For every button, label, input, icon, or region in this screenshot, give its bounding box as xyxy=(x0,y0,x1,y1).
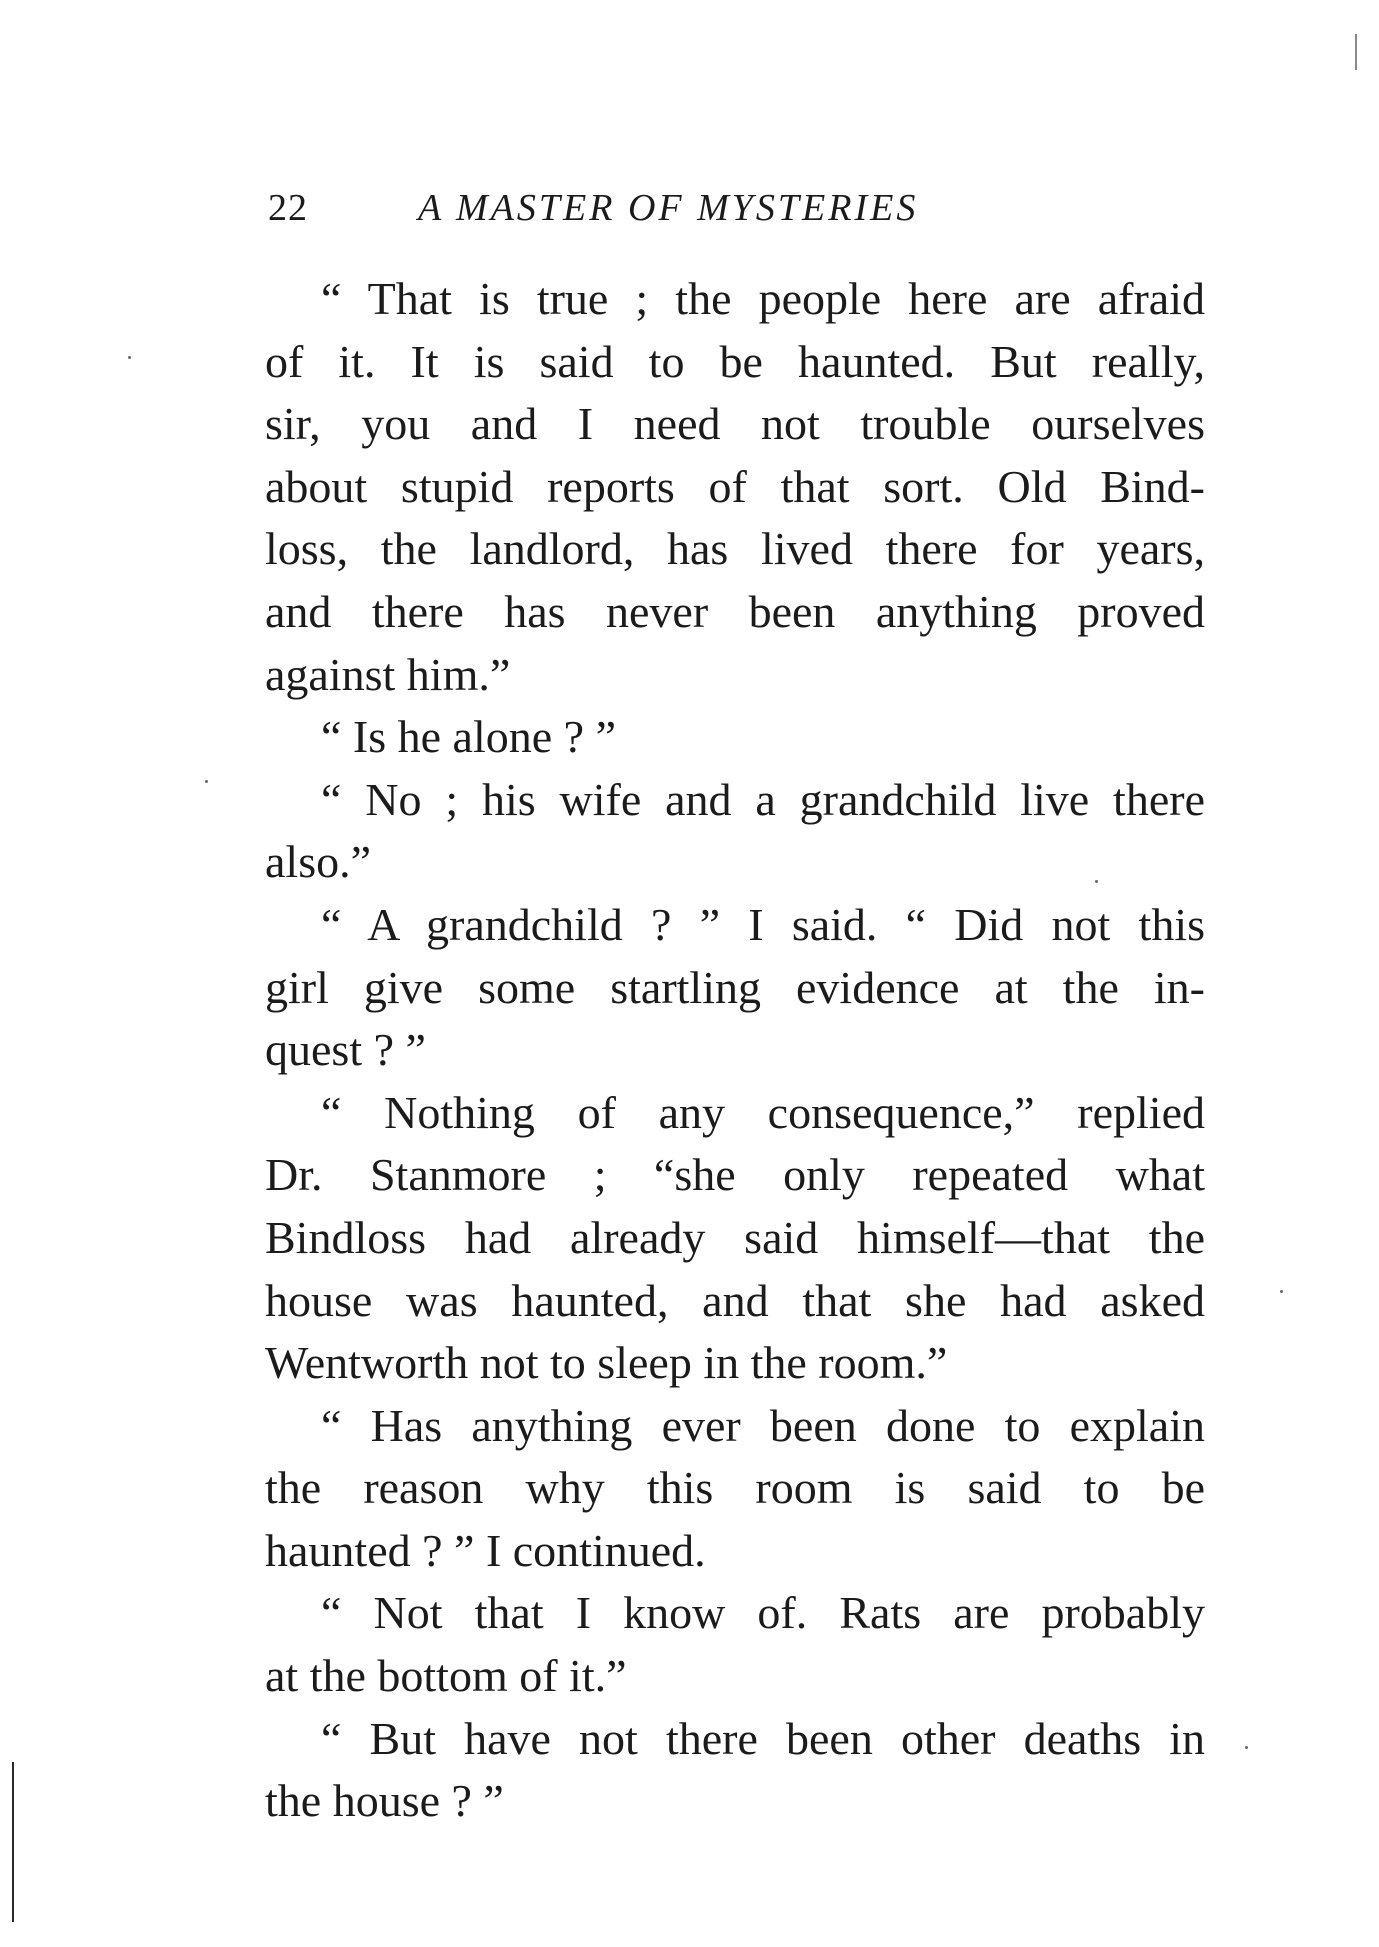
text-line: at the bottom of it.” xyxy=(265,1650,627,1702)
paper-speck xyxy=(128,356,131,359)
text-line: about stupid reports of that sort. Old Bind- xyxy=(265,460,1205,512)
text-line: “ But have not there been other deaths in xyxy=(321,1712,1205,1764)
text-line: quest ? ” xyxy=(265,1024,426,1076)
text-line: the reason why this room is said to be xyxy=(265,1462,1205,1514)
page-number: 22 xyxy=(268,187,308,229)
text-line: “ Nothing of any consequence,” replied xyxy=(321,1086,1205,1138)
text-line: “ That is true ; the people here are afraid xyxy=(321,273,1205,324)
running-title: A MASTER OF MYSTERIES xyxy=(418,187,919,229)
text-line: house was haunted, and that she had asked xyxy=(265,1274,1205,1326)
text-line: “ Not that I know of. Rats are probably xyxy=(321,1587,1205,1639)
text-line: loss, the landlord, has lived there for years, xyxy=(265,523,1205,575)
text-line: sir, you and I need not trouble ourselves xyxy=(265,398,1205,450)
text-line: “ No ; his wife and a grandchild live there xyxy=(321,773,1205,825)
text-line: haunted ? ” I continued. xyxy=(265,1524,706,1576)
text-line: Bindloss had already said himself—that the xyxy=(265,1211,1205,1263)
paper-speck xyxy=(1245,1746,1248,1749)
body-text xyxy=(265,268,1205,1833)
text-line: against him.” xyxy=(265,648,511,700)
paper-speck xyxy=(1280,1290,1283,1293)
text-line: girl give some startling evidence at the in- xyxy=(265,961,1205,1013)
text-line: “ Is he alone ? ” xyxy=(321,711,617,763)
text-line: Wentworth not to sleep in the room.” xyxy=(265,1337,948,1389)
text-line: Dr. Stanmore ; “she only repeated what xyxy=(265,1149,1205,1201)
text-line: of it. It is said to be haunted. But really, xyxy=(265,335,1205,387)
text-line: and there has never been anything proved xyxy=(265,585,1205,637)
page-header xyxy=(268,178,1028,238)
left-margin-rule xyxy=(12,1762,14,1922)
paper-speck xyxy=(205,780,208,783)
text-line: “ A grandchild ? ” I said. “ Did not this xyxy=(321,898,1205,950)
text-line: the house ? ” xyxy=(265,1775,504,1827)
page-edge-mark xyxy=(1355,34,1357,70)
paper-speck xyxy=(1095,880,1098,883)
text-line: also.” xyxy=(265,836,372,888)
text-line: “ Has anything ever been done to explain xyxy=(321,1399,1205,1451)
